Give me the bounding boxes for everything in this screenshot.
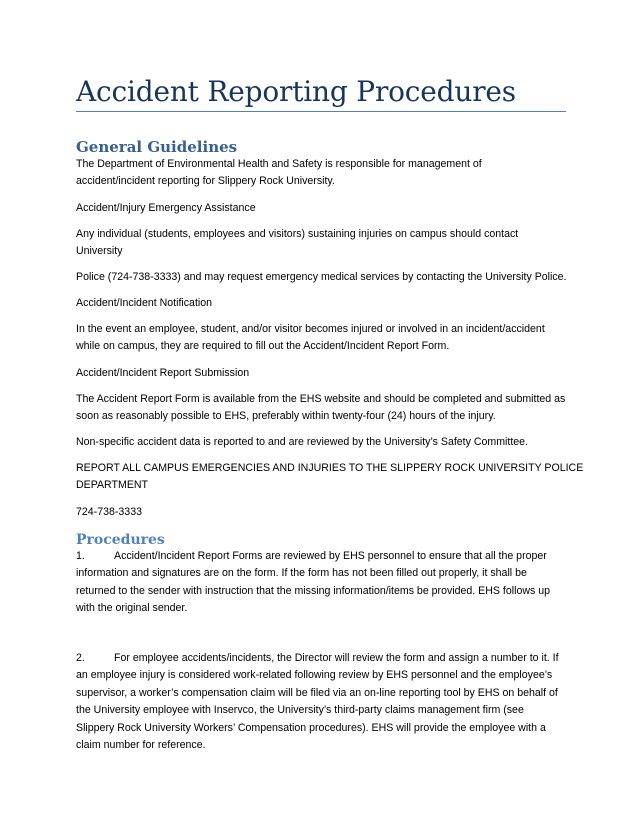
document-title: Accident Reporting Procedures (76, 75, 516, 108)
text-line (76, 650, 566, 667)
text-line: REPORT ALL CAMPUS EMERGENCIES AND INJURIES TO THE SLIPPERY ROCK UNIVERSITY POLICE (76, 462, 584, 474)
text-line: In the event an employee, student, and/or visitor becomes injured or involved in an incident/accident (76, 323, 545, 335)
text-line: Any individual (students, employees and visitors) sustaining injuries on campus should contact (76, 228, 519, 240)
text-line: claim number for reference. (76, 738, 206, 751)
paragraph-notification (76, 321, 566, 356)
paragraph-emergency (76, 226, 566, 261)
text-line: with the original sender. (76, 602, 188, 615)
list-number: 2. (76, 652, 85, 664)
list-number: 1. (76, 550, 85, 562)
heading-procedures: Procedures (76, 532, 165, 548)
text-line: soon as reasonably possible to EHS, preferably within twenty-four (24) hours of the injury. (76, 410, 496, 423)
heading-general-guidelines: General Guidelines (76, 138, 238, 156)
text-line: The Accident Report Form is available from the EHS website and should be completed and submitted as (76, 393, 566, 405)
text-line: Police (724-738-3333) and may request emergency medical services by contacting the University Police. (76, 271, 567, 283)
paragraph-report-all (76, 460, 584, 495)
text-line-content: For employee accidents/incidents, the Director will review the form and assign a number to it. If (114, 652, 559, 664)
text-line: an employee injury is considered work-related following review by EHS personnel and the employee’s (76, 669, 553, 682)
text-line: information and signatures are on the form. If the form has not been filled out properly, it shall be (76, 567, 527, 580)
subheading-submission (76, 365, 566, 382)
text-line: supervisor, a worker’s compensation claim will be filed via an on-line reporting tool by EHS on behalf of (76, 686, 558, 699)
text-line: Non-specific accident data is reported to and are reviewed by the University’s Safety Committee. (76, 436, 529, 448)
text-line: accident/incident reporting for Slippery Rock University. (76, 175, 335, 188)
procedure-item-2 (76, 650, 566, 754)
subheading-notification (76, 295, 566, 312)
subheading-emergency-assistance (76, 200, 566, 217)
text-line: University (76, 245, 123, 258)
text-line: Slippery Rock University Workers’ Compensation procedures). EHS will provide the employee with a (76, 721, 546, 734)
paragraph-phone (76, 504, 566, 521)
text-line: DEPARTMENT (76, 479, 149, 492)
text-line: returned to the sender with instruction that the missing information/items be provided. EHS follows up (76, 584, 551, 597)
paragraph-submission (76, 391, 566, 426)
text-line: Accident/Incident Report Submission (76, 367, 250, 379)
text-line (76, 548, 566, 565)
paragraph-nonspecific (76, 434, 566, 451)
text-line: Accident/Incident Notification (76, 297, 213, 309)
paragraph-police (76, 269, 566, 286)
text-line-content: Accident/Incident Report Forms are reviewed by EHS personnel to ensure that all the proper (114, 550, 547, 562)
text-line: The Department of Environmental Health and Safety is responsible for management of (76, 158, 482, 170)
text-line: the University employee with Inservco, the University’s third-party claims management firm (see (76, 704, 524, 717)
procedure-item-1 (76, 548, 566, 618)
phone-number: 724-738-3333 (76, 506, 142, 518)
text-line: while on campus, they are required to fill out the Accident/Incident Report Form. (76, 340, 450, 353)
title-underline (76, 111, 566, 112)
text-line: Accident/Injury Emergency Assistance (76, 202, 256, 214)
paragraph-intro (76, 156, 566, 191)
